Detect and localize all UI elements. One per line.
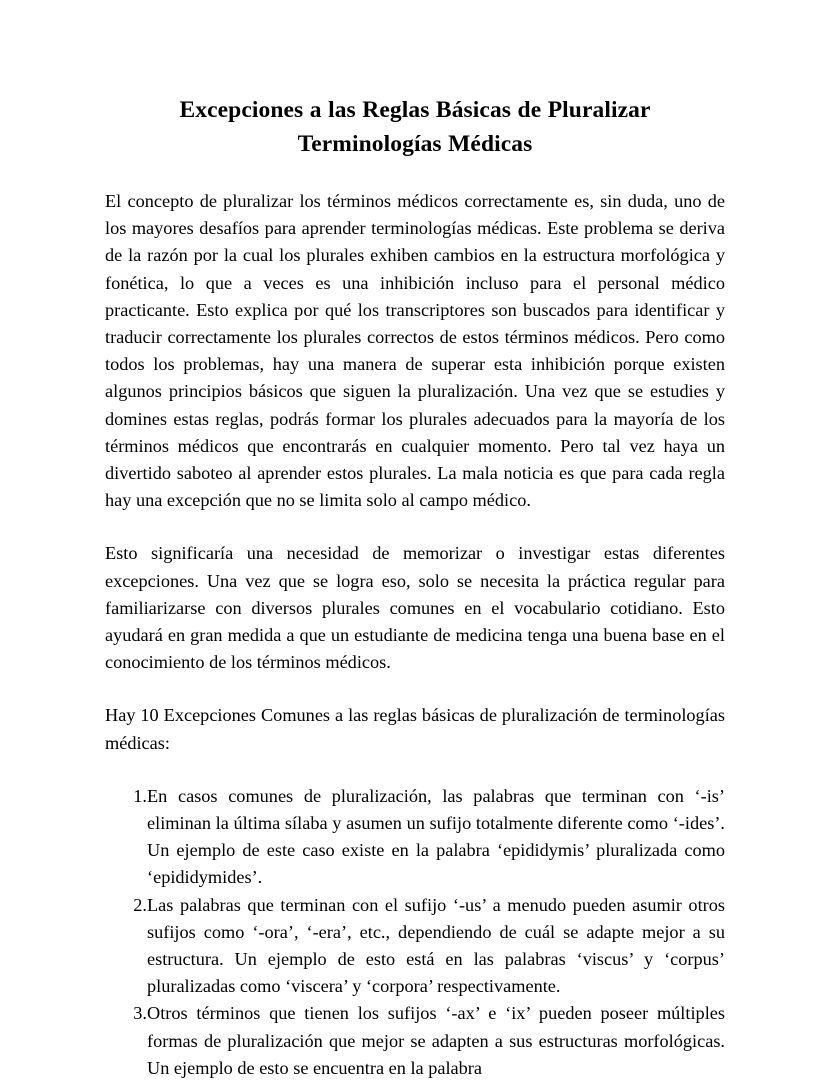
exceptions-list bbox=[105, 757, 725, 1082]
list-item bbox=[105, 1000, 725, 1082]
paragraph-memorization: Esto significaría una necesidad de memorizar o investigar estas diferentes excepciones. Una vez que se logra eso, solo se necesita la práctica regular para familiarizarse con diversos plurales comunes en el vocabulario cotidiano. Esto ayudará en gran medida a que un estudiante de medicina tenga una buena base en el conocimiento de los términos médicos. bbox=[105, 543, 725, 673]
page-title-line-1: Excepciones a las Reglas Básicas de Pluralizar bbox=[179, 97, 651, 123]
paragraph-intro: El concepto de pluralizar los términos médicos correctamente es, sin duda, uno de los mayores desafíos para aprender terminologías médicas. Este problema se deriva de la razón por la cual los plurales exhiben cambios en la estructura morfológica y fonética, lo que a veces es una inhibición incluso para el personal médico practicante. Esto explica por qué los transcriptores son buscados para identificar y traducir correctamente los plurales correctos de estos términos médicos. Pero como todos los problemas, hay una manera de superar esta inhibición porque existen algunos principios básicos que siguen la pluralización. Una vez que se estudies y domines estas reglas, podrás formar los plurales adecuados para la mayoría de los términos médicos que encontrarás en cualquier momento. Pero tal vez haya un divertido saboteo al aprender estos plurales. La mala noticia es que para cada regla hay una excepción que no se limita solo al campo médico. bbox=[105, 191, 725, 511]
list-item bbox=[105, 892, 725, 1001]
page-title bbox=[105, 0, 725, 161]
list-item-text: Otros términos que tienen los sufijos ‘-ax’ e ‘ix’ pueden poseer múltiples formas de pluralización que mejor se adapten a sus estructuras morfológicas. Un ejemplo de esto se encuentra en la palabra bbox=[147, 1003, 725, 1078]
document-content bbox=[105, 0, 725, 1082]
list-item bbox=[105, 783, 725, 892]
paragraph-list-intro: Hay 10 Excepciones Comunes a las reglas básicas de pluralización de terminologías médicas: bbox=[105, 705, 725, 753]
list-item-text: En casos comunes de pluralización, las palabras que terminan con ‘-is’ eliminan la última sílaba y asumen un sufijo totalmente diferente como ‘-ides’. Un ejemplo de este caso existe en la palabra ‘epididymis’ pluralizada como ‘epididymides’. bbox=[147, 785, 725, 888]
page-title-line-2: Terminologías Médicas bbox=[297, 131, 533, 157]
list-item-text: Las palabras que terminan con el sufijo ‘-us’ a menudo pueden asumir otros sufijos como ‘-ora’, ‘-era’, etc., dependiendo de cuál se adapte mejor a su estructura. Un ejemplo de esto está en las palabras ‘viscus’ y ‘corpus’ pluralizadas como ‘viscera’ y ‘corpora’ respectivamente. bbox=[147, 894, 725, 997]
